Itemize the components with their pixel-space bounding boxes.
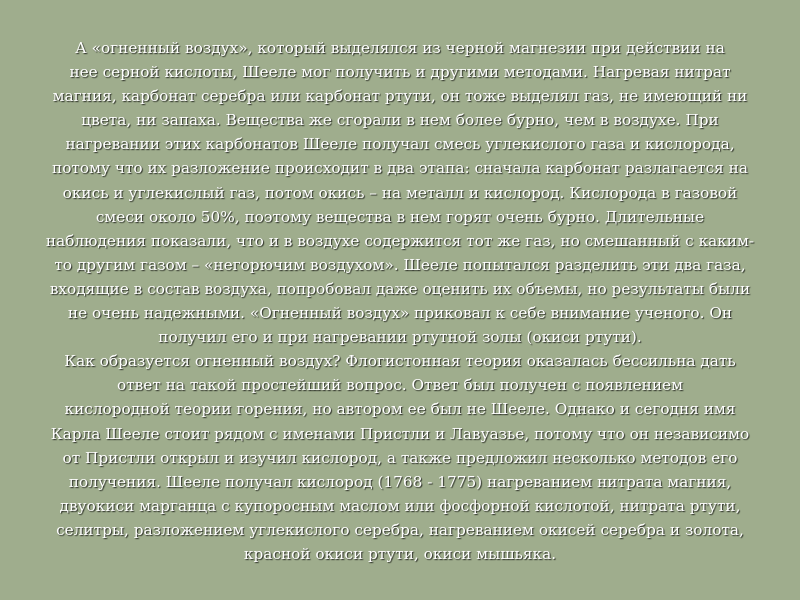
text-line: не очень надежными. «Огненный воздух» приковал к себе внимание ученого. Он [67, 304, 733, 323]
text-line: входящие в состав воздуха, попробовал даже оценить их объемы, но результаты были [49, 279, 751, 298]
text-line: потому что их разложение происходит в два этапа: сначала карбонат разлагается на [52, 159, 748, 178]
text-line: от Пристли открыл и изучил кислород, а также предложил несколько методов его [62, 448, 738, 467]
text-line: ответ на такой простейший вопрос. Ответ был получен с появлением [116, 376, 684, 395]
text-line: получения. Шееле получал кислород (1768 - 1775) нагреванием нитрата магния, [68, 472, 732, 491]
text-line: кислородной теории горения, но автором ее был не Шееле. Однако и сегодня имя [64, 400, 736, 419]
text-line: наблюдения показали, что и в воздухе содержится тот же газ, но смешанный с каким- [45, 231, 755, 250]
text-line: окись и углекислый газ, потом окись – на металл и кислород. Кислорода в газовой [62, 183, 738, 202]
slide-body-text [10, 36, 790, 566]
text-line: получил его и при нагревании ртутной золы (окиси ртути). [158, 328, 642, 347]
text-line: А «огненный воздух», который выделялся из черной магнезии при действии на [75, 39, 725, 57]
text-line: то другим газом – «негорючим воздухом». Шееле попытался разделить эти два газа, [54, 255, 746, 274]
text-line: смеси около 50%, поэтому вещества в нем горят очень бурно. Длительные [95, 207, 705, 226]
text-line: Как образуется огненный воздух? Флогистонная теория оказалась бессильна дать [64, 352, 736, 371]
text-line: магния, карбонат серебра или карбонат ртути, он тоже выделял газ, не имеющий ни [52, 87, 748, 106]
text-line: красной окиси ртути, окиси мышьяка. [243, 544, 557, 563]
text-line: Карла Шееле стоит рядом с именами Пристли и Лавуазье, потому что он независимо [50, 424, 750, 443]
text-line: селитры, разложением углекислого серебра, нагреванием окисей серебра и золота, [56, 520, 744, 539]
text-line: двуокиси марганца с купоросным маслом или фосфорной кислотой, нитрата ртути, [59, 496, 741, 515]
text-line: цвета, ни запаха. Вещества же сгорали в нем более бурно, чем в воздухе. При [81, 111, 719, 130]
text-line: нагревании этих карбонатов Шееле получал смесь углекислого газа и кислорода, [65, 135, 735, 154]
text-line: нее серной кислоты, Шееле мог получить и другими методами. Нагревая нитрат [69, 63, 731, 82]
